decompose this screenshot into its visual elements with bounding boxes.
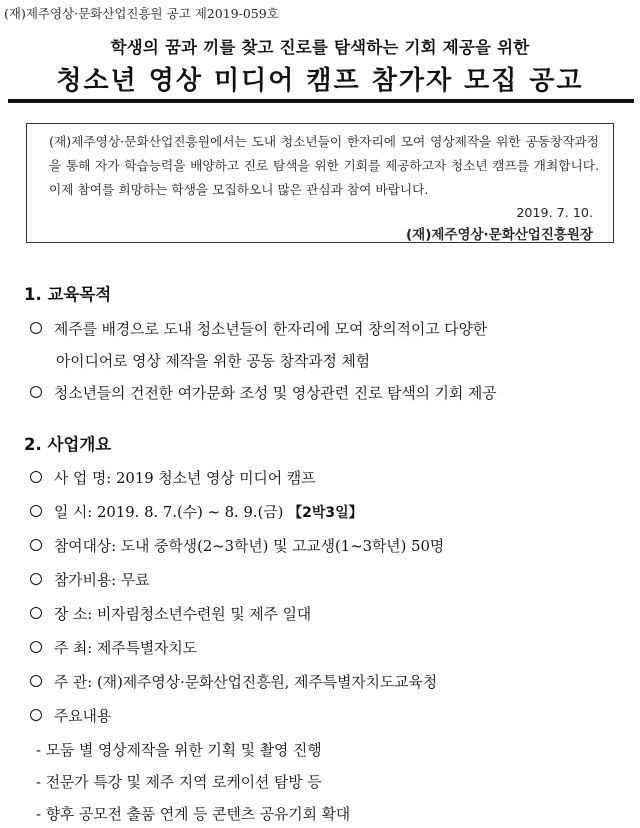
overview-label: 주 관: bbox=[54, 674, 93, 691]
overview-value: 2019 청소년 영상 미디어 캠프 bbox=[116, 470, 316, 487]
overview-item bbox=[30, 705, 111, 726]
overview-item bbox=[30, 671, 437, 692]
page-title: 청소년 영상 미디어 캠프 참가자 모집 공고 bbox=[56, 66, 584, 96]
intro-paragraph: (재)제주영상·문화산업진흥원에서는 도내 청소년들이 한자리에 모여 영상제작을 위한 공동창작과정을 통해 자가 학습능력을 배양하고 진로 탐색을 위한 기회를 제공하고자 청소년 캠프를 개최합니다. 이제 참여를 희망하는 학생을 모집하오니 많은 관심과 참여 바랍니다. bbox=[49, 134, 599, 197]
purpose-item-1-cont: 아이디어로 영상 제작을 위한 공동 창작과정 체험 bbox=[56, 353, 371, 370]
duration-badge: 【2박3일】 bbox=[288, 505, 363, 521]
circle-bullet-icon bbox=[30, 675, 42, 687]
overview-label: 참여대상: bbox=[54, 538, 117, 555]
circle-bullet-icon bbox=[30, 471, 42, 483]
subtitle: 학생의 꿈과 끼를 찾고 진로를 탐색하는 기회 제공을 위한 bbox=[110, 38, 530, 57]
overview-item bbox=[30, 467, 315, 488]
circle-bullet-icon bbox=[30, 322, 42, 334]
detail-item: - 향후 공모전 출품 연계 등 콘텐츠 공유기회 확대 bbox=[36, 806, 351, 823]
overview-item bbox=[30, 535, 444, 556]
purpose-item-2 bbox=[30, 382, 497, 403]
overview-label: 주 최: bbox=[54, 640, 93, 657]
circle-bullet-icon bbox=[30, 539, 42, 551]
overview-value: 도내 중학생(2~3학년) 및 고교생(1~3학년) 50명 bbox=[120, 538, 445, 555]
section1-heading: 1. 교육목적 bbox=[24, 285, 112, 304]
intro-box bbox=[26, 123, 614, 243]
detail-item: - 전문가 특강 및 제주 지역 로케이션 탐방 등 bbox=[36, 774, 322, 791]
detail-item: - 모둠 별 영상제작을 위한 기획 및 촬영 진행 bbox=[36, 742, 322, 759]
title-underline bbox=[8, 99, 634, 103]
overview-item bbox=[30, 501, 363, 522]
circle-bullet-icon bbox=[30, 607, 42, 619]
circle-bullet-icon bbox=[30, 709, 42, 721]
notice-date: 2019. 7. 10. bbox=[516, 205, 593, 220]
circle-bullet-icon bbox=[30, 641, 42, 653]
purpose-item-1-line1: 제주를 배경으로 도내 청소년들이 한자리에 모여 창의적이고 다양한 bbox=[54, 321, 488, 338]
overview-label: 장 소: bbox=[54, 606, 93, 623]
issuer: (재)제주영상·문화산업진흥원장 bbox=[405, 227, 593, 243]
overview-value: (재)제주영상·문화산업진흥원, 제주특별자치도교육청 bbox=[97, 674, 438, 691]
overview-value: 제주특별자치도 bbox=[97, 640, 198, 657]
overview-item bbox=[30, 637, 197, 658]
circle-bullet-icon bbox=[30, 505, 42, 517]
circle-bullet-icon bbox=[30, 386, 42, 398]
overview-label: 일 시: bbox=[54, 504, 93, 521]
circle-bullet-icon bbox=[30, 573, 42, 585]
overview-value: 비자림청소년수련원 및 제주 일대 bbox=[97, 606, 312, 623]
overview-item bbox=[30, 569, 149, 590]
notice-number: (재)제주영상·문화산업진흥원 공고 제2019-059호 bbox=[4, 6, 279, 21]
overview-label: 주요내용 bbox=[54, 708, 112, 725]
purpose-item-1 bbox=[30, 318, 487, 339]
overview-value: 2019. 8. 7.(수) ~ 8. 9.(금) bbox=[97, 504, 284, 521]
overview-label: 사 업 명: bbox=[54, 470, 112, 487]
purpose-item-2-text: 청소년들의 건전한 여가문화 조성 및 영상관련 진로 탐색의 기회 제공 bbox=[54, 385, 497, 402]
overview-item bbox=[30, 603, 311, 624]
overview-value: 무료 bbox=[120, 572, 150, 589]
overview-label: 참가비용: bbox=[54, 572, 117, 589]
section2-heading: 2. 사업개요 bbox=[24, 435, 112, 454]
